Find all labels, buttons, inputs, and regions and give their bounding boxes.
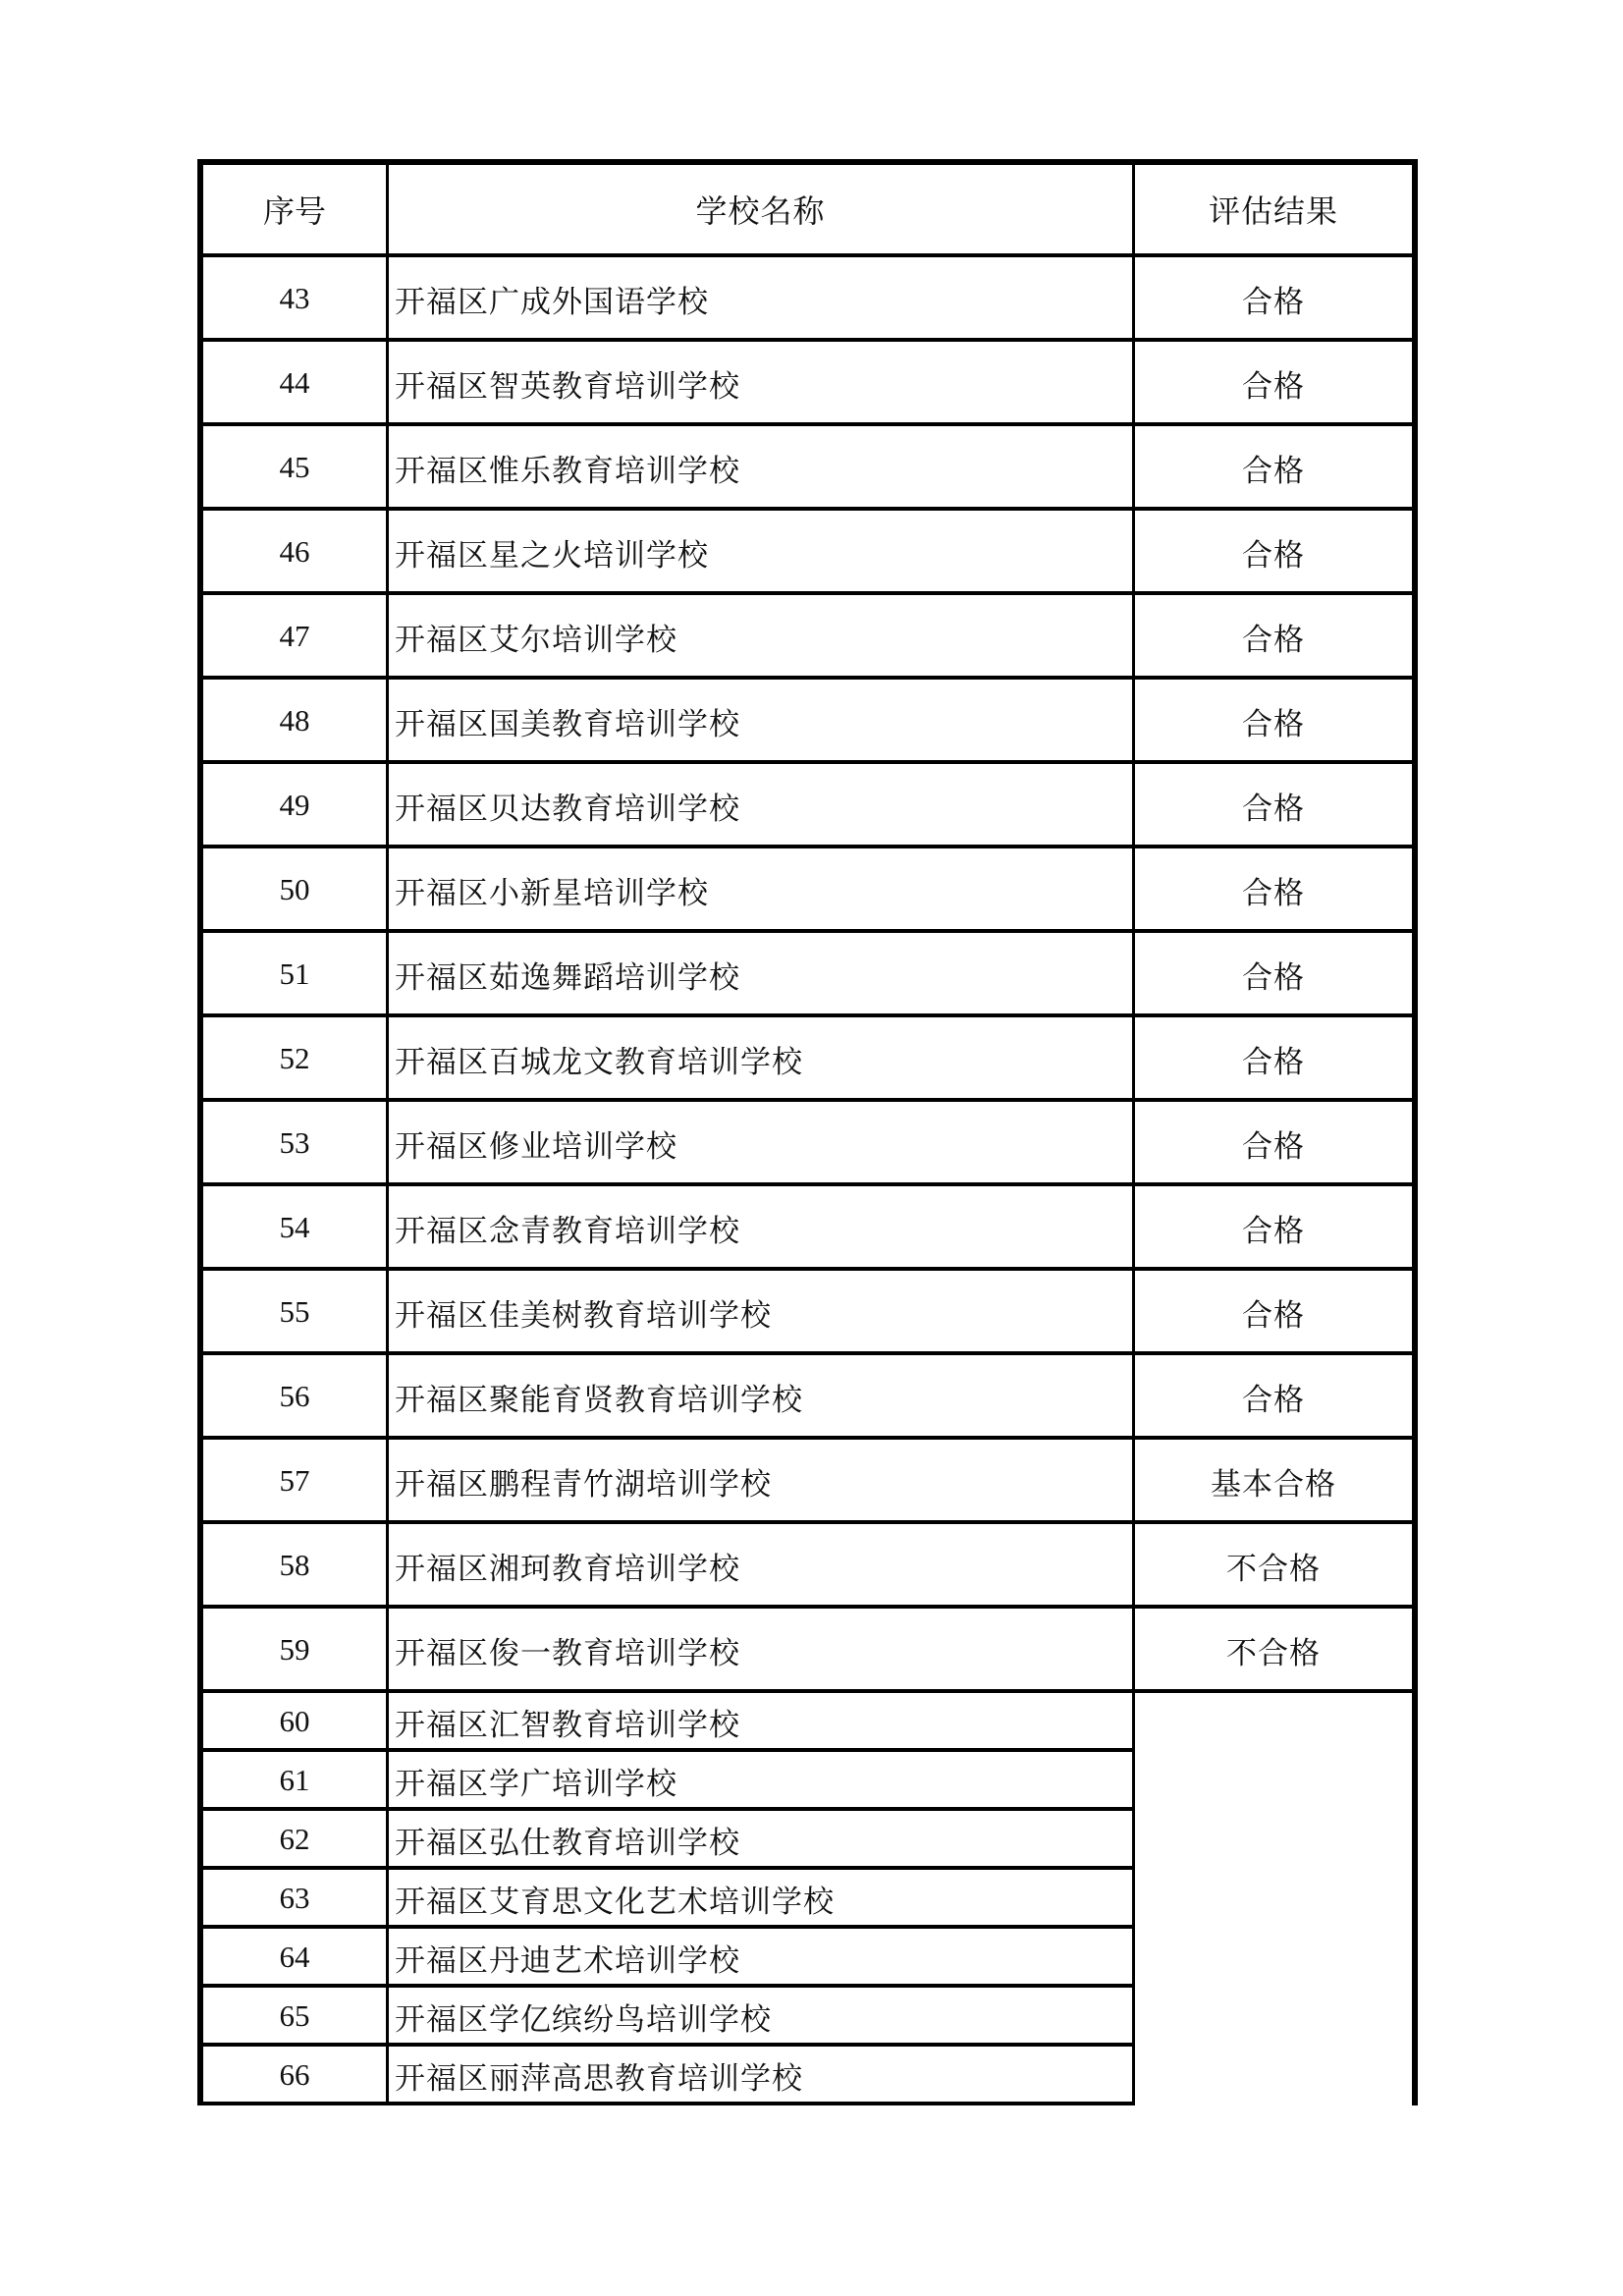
table-header-row	[197, 159, 1418, 257]
row-result: 合格	[1135, 511, 1418, 591]
row-school-name: 开福区艾尔培训学校	[389, 595, 1135, 676]
row-school-name: 开福区星之火培训学校	[389, 511, 1135, 591]
merged-result-cell	[1135, 1693, 1418, 2105]
row-result: 合格	[1135, 680, 1418, 760]
row-index: 48	[197, 680, 389, 760]
row-result: 合格	[1135, 1271, 1418, 1351]
table-row	[197, 1752, 1135, 1811]
table-row	[197, 1440, 1418, 1524]
row-index: 44	[197, 342, 389, 422]
row-result: 合格	[1135, 595, 1418, 676]
row-school-name: 开福区丽萍高思教育培训学校	[389, 2047, 1135, 2102]
row-index: 66	[197, 2047, 389, 2102]
row-result: 不合格	[1135, 1609, 1418, 1689]
row-school-name: 开福区国美教育培训学校	[389, 680, 1135, 760]
table-row	[197, 848, 1418, 933]
row-index: 51	[197, 933, 389, 1013]
row-result: 合格	[1135, 1017, 1418, 1098]
table-row	[197, 1929, 1135, 1988]
header-school-name: 学校名称	[389, 165, 1135, 253]
row-school-name: 开福区贝达教育培训学校	[389, 764, 1135, 845]
row-result: 合格	[1135, 1186, 1418, 1267]
row-school-name: 开福区广成外国语学校	[389, 257, 1135, 338]
row-result: 合格	[1135, 1355, 1418, 1436]
merged-result-group	[197, 1693, 1418, 2105]
table-row	[197, 511, 1418, 595]
table-row	[197, 764, 1418, 848]
row-result: 合格	[1135, 257, 1418, 338]
row-school-name: 开福区念青教育培训学校	[389, 1186, 1135, 1267]
row-index: 57	[197, 1440, 389, 1520]
table-row	[197, 680, 1418, 764]
row-index: 53	[197, 1102, 389, 1182]
row-index: 47	[197, 595, 389, 676]
row-result: 合格	[1135, 1102, 1418, 1182]
table-row	[197, 1017, 1418, 1102]
row-school-name: 开福区艾育思文化艺术培训学校	[389, 1870, 1135, 1925]
row-school-name: 开福区鹏程青竹湖培训学校	[389, 1440, 1135, 1520]
row-school-name: 开福区佳美树教育培训学校	[389, 1271, 1135, 1351]
row-result: 合格	[1135, 426, 1418, 507]
row-school-name: 开福区智英教育培训学校	[389, 342, 1135, 422]
row-result: 合格	[1135, 764, 1418, 845]
row-index: 65	[197, 1988, 389, 2043]
row-result: 合格	[1135, 933, 1418, 1013]
row-index: 54	[197, 1186, 389, 1267]
row-index: 56	[197, 1355, 389, 1436]
row-school-name: 开福区俊一教育培训学校	[389, 1609, 1135, 1689]
row-school-name: 开福区丹迪艺术培训学校	[389, 1929, 1135, 1984]
row-index: 50	[197, 848, 389, 929]
row-index: 58	[197, 1524, 389, 1605]
row-index: 60	[197, 1693, 389, 1748]
row-school-name: 开福区弘仕教育培训学校	[389, 1811, 1135, 1866]
table-row	[197, 1186, 1418, 1271]
header-index: 序号	[197, 165, 389, 253]
row-school-name: 开福区学广培训学校	[389, 1752, 1135, 1807]
table-row	[197, 1102, 1418, 1186]
row-index: 52	[197, 1017, 389, 1098]
row-school-name: 开福区惟乐教育培训学校	[389, 426, 1135, 507]
row-index: 49	[197, 764, 389, 845]
row-school-name: 开福区学亿缤纷鸟培训学校	[389, 1988, 1135, 2043]
row-index: 62	[197, 1811, 389, 1866]
row-index: 46	[197, 511, 389, 591]
table-row	[197, 595, 1418, 680]
table-row	[197, 1870, 1135, 1929]
row-result: 合格	[1135, 342, 1418, 422]
table-row	[197, 1271, 1418, 1355]
table-row	[197, 1988, 1135, 2047]
header-result: 评估结果	[1135, 165, 1418, 253]
row-index: 59	[197, 1609, 389, 1689]
table-row	[197, 1693, 1135, 1752]
row-index: 43	[197, 257, 389, 338]
table-row	[197, 933, 1418, 1017]
row-school-name: 开福区聚能育贤教育培训学校	[389, 1355, 1135, 1436]
row-result: 不合格	[1135, 1524, 1418, 1605]
table-row	[197, 257, 1418, 342]
row-index: 63	[197, 1870, 389, 1925]
row-school-name: 开福区小新星培训学校	[389, 848, 1135, 929]
row-result: 合格	[1135, 848, 1418, 929]
row-index: 55	[197, 1271, 389, 1351]
evaluation-table	[197, 159, 1418, 2105]
table-row	[197, 1524, 1418, 1609]
table-row	[197, 1609, 1418, 1693]
table-row	[197, 1355, 1418, 1440]
row-school-name: 开福区湘珂教育培训学校	[389, 1524, 1135, 1605]
merged-rows	[197, 1693, 1135, 2105]
row-school-name: 开福区汇智教育培训学校	[389, 1693, 1135, 1748]
table-row	[197, 2047, 1135, 2105]
table-row	[197, 342, 1418, 426]
row-school-name: 开福区茹逸舞蹈培训学校	[389, 933, 1135, 1013]
row-index: 61	[197, 1752, 389, 1807]
row-index: 64	[197, 1929, 389, 1984]
row-school-name: 开福区修业培训学校	[389, 1102, 1135, 1182]
row-index: 45	[197, 426, 389, 507]
table-row	[197, 426, 1418, 511]
row-school-name: 开福区百城龙文教育培训学校	[389, 1017, 1135, 1098]
table-row	[197, 1811, 1135, 1870]
row-result: 基本合格	[1135, 1440, 1418, 1520]
